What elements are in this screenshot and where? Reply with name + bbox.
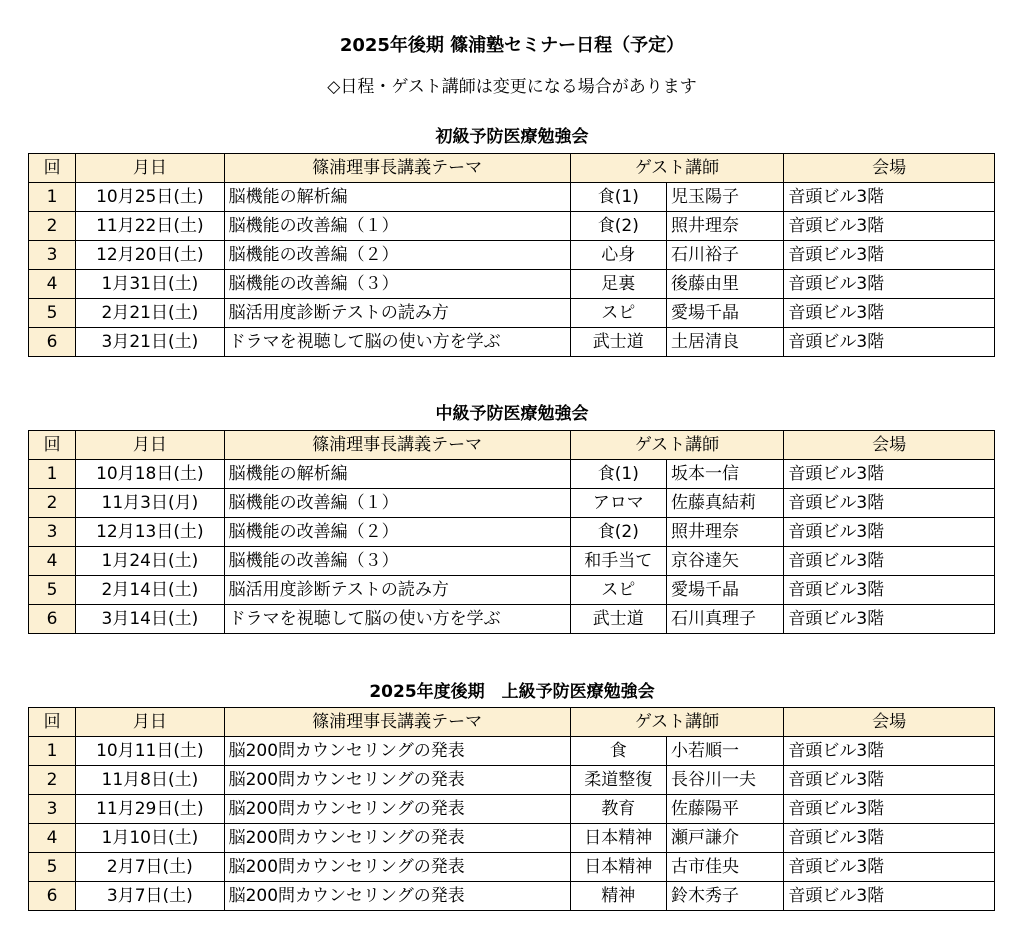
header-venue: 会場	[784, 708, 995, 737]
row-guest-type: 食(1)	[570, 460, 666, 489]
row-theme: 脳200問カウンセリングの発表	[224, 853, 570, 882]
header-theme: 篠浦理事長講義テーマ	[224, 708, 570, 737]
row-date: 10月11日(土)	[76, 737, 224, 766]
table-row	[29, 460, 995, 489]
row-guest-type: 食(2)	[570, 518, 666, 547]
row-guest-name: 石川裕子	[666, 241, 783, 270]
section-title-intermediate: 中級予防医療勉強会	[435, 404, 589, 424]
row-theme: 脳機能の改善編（３）	[224, 547, 570, 576]
row-num: 1	[29, 737, 76, 766]
row-guest-name: 小若順一	[666, 737, 783, 766]
row-theme: 脳機能の解析編	[224, 183, 570, 212]
row-date: 11月3日(月)	[76, 489, 224, 518]
row-theme: 脳機能の解析編	[224, 460, 570, 489]
row-venue: 音頭ビル3階	[784, 241, 995, 270]
row-num: 5	[29, 853, 76, 882]
row-guest-type: スピ	[570, 576, 666, 605]
header-date: 月日	[76, 431, 224, 460]
table-header-row	[29, 154, 995, 183]
row-guest-type: 武士道	[570, 328, 666, 357]
header-date: 月日	[76, 708, 224, 737]
row-date: 11月22日(土)	[76, 212, 224, 241]
table-row	[29, 299, 995, 328]
table-header-row	[29, 431, 995, 460]
table-row	[29, 270, 995, 299]
row-guest-name: 佐藤真結莉	[666, 489, 783, 518]
row-theme: 脳200問カウンセリングの発表	[224, 766, 570, 795]
section-title-advanced: 2025年度後期 上級予防医療勉強会	[369, 682, 655, 702]
row-date: 1月24日(土)	[76, 547, 224, 576]
row-date: 3月14日(土)	[76, 605, 224, 634]
row-guest-name: 照井理奈	[666, 518, 783, 547]
table-row	[29, 737, 995, 766]
row-venue: 音頭ビル3階	[784, 605, 995, 634]
row-guest-type: 日本精神	[570, 824, 666, 853]
row-date: 11月29日(土)	[76, 795, 224, 824]
row-venue: 音頭ビル3階	[784, 766, 995, 795]
row-theme: 脳機能の改善編（３）	[224, 270, 570, 299]
row-venue: 音頭ビル3階	[784, 460, 995, 489]
row-guest-type: アロマ	[570, 489, 666, 518]
row-date: 11月8日(土)	[76, 766, 224, 795]
row-date: 2月7日(土)	[76, 853, 224, 882]
table-row	[29, 241, 995, 270]
row-venue: 音頭ビル3階	[784, 299, 995, 328]
row-guest-type: 柔道整復	[570, 766, 666, 795]
row-theme: 脳200問カウンセリングの発表	[224, 737, 570, 766]
row-guest-name: 坂本一信	[666, 460, 783, 489]
row-venue: 音頭ビル3階	[784, 328, 995, 357]
row-theme: 脳機能の改善編（１）	[224, 489, 570, 518]
row-num: 2	[29, 212, 76, 241]
row-venue: 音頭ビル3階	[784, 518, 995, 547]
row-date: 2月14日(土)	[76, 576, 224, 605]
row-guest-type: 和手当て	[570, 547, 666, 576]
row-date: 10月25日(土)	[76, 183, 224, 212]
row-venue: 音頭ビル3階	[784, 795, 995, 824]
row-date: 1月31日(土)	[76, 270, 224, 299]
row-guest-type: 食	[570, 737, 666, 766]
row-venue: 音頭ビル3階	[784, 212, 995, 241]
row-num: 4	[29, 547, 76, 576]
row-venue: 音頭ビル3階	[784, 489, 995, 518]
row-date: 10月18日(土)	[76, 460, 224, 489]
row-guest-type: 精神	[570, 882, 666, 911]
row-guest-name: 愛場千晶	[666, 299, 783, 328]
table-row	[29, 183, 995, 212]
row-date: 3月7日(土)	[76, 882, 224, 911]
row-num: 4	[29, 824, 76, 853]
table-row	[29, 766, 995, 795]
schedule-table-beginner	[28, 153, 995, 357]
row-num: 3	[29, 795, 76, 824]
row-theme: ドラマを視聴して脳の使い方を学ぶ	[224, 328, 570, 357]
header-venue: 会場	[784, 154, 995, 183]
row-theme: 脳機能の改善編（１）	[224, 212, 570, 241]
table-row	[29, 328, 995, 357]
row-num: 3	[29, 518, 76, 547]
row-guest-name: 鈴木秀子	[666, 882, 783, 911]
section-title-beginner: 初級予防医療勉強会	[435, 127, 589, 147]
header-date: 月日	[76, 154, 224, 183]
row-theme: 脳活用度診断テストの読み方	[224, 299, 570, 328]
row-date: 12月13日(土)	[76, 518, 224, 547]
row-guest-name: 瀬戸謙介	[666, 824, 783, 853]
page-title: 2025年後期 篠浦塾セミナー日程（予定）	[339, 35, 685, 56]
table-row	[29, 518, 995, 547]
row-guest-name: 児玉陽子	[666, 183, 783, 212]
table-row	[29, 547, 995, 576]
row-theme: 脳機能の改善編（２）	[224, 518, 570, 547]
header-guest: ゲスト講師	[570, 708, 784, 737]
row-num: 1	[29, 460, 76, 489]
row-guest-type: 足裏	[570, 270, 666, 299]
row-num: 5	[29, 299, 76, 328]
row-guest-type: 日本精神	[570, 853, 666, 882]
row-venue: 音頭ビル3階	[784, 576, 995, 605]
row-theme: 脳機能の改善編（２）	[224, 241, 570, 270]
header-guest: ゲスト講師	[570, 431, 784, 460]
row-venue: 音頭ビル3階	[784, 737, 995, 766]
row-num: 6	[29, 328, 76, 357]
row-num: 6	[29, 605, 76, 634]
row-venue: 音頭ビル3階	[784, 183, 995, 212]
header-num: 回	[29, 154, 76, 183]
row-date: 12月20日(土)	[76, 241, 224, 270]
row-num: 2	[29, 489, 76, 518]
row-num: 6	[29, 882, 76, 911]
header-venue: 会場	[784, 431, 995, 460]
row-guest-type: 心身	[570, 241, 666, 270]
table-row	[29, 605, 995, 634]
row-guest-name: 佐藤陽平	[666, 795, 783, 824]
table-row	[29, 882, 995, 911]
row-guest-name: 古市佳央	[666, 853, 783, 882]
row-theme: 脳活用度診断テストの読み方	[224, 576, 570, 605]
row-num: 4	[29, 270, 76, 299]
row-guest-type: 食(1)	[570, 183, 666, 212]
table-row	[29, 489, 995, 518]
row-theme: 脳200問カウンセリングの発表	[224, 882, 570, 911]
row-venue: 音頭ビル3階	[784, 270, 995, 299]
header-num: 回	[29, 431, 76, 460]
row-num: 2	[29, 766, 76, 795]
header-theme: 篠浦理事長講義テーマ	[224, 154, 570, 183]
header-num: 回	[29, 708, 76, 737]
table-row	[29, 212, 995, 241]
row-guest-type: 教育	[570, 795, 666, 824]
row-guest-name: 京谷達矢	[666, 547, 783, 576]
row-venue: 音頭ビル3階	[784, 882, 995, 911]
row-guest-name: 土居清良	[666, 328, 783, 357]
row-venue: 音頭ビル3階	[784, 853, 995, 882]
table-row	[29, 853, 995, 882]
row-theme: 脳200問カウンセリングの発表	[224, 795, 570, 824]
row-guest-name: 後藤由里	[666, 270, 783, 299]
row-num: 3	[29, 241, 76, 270]
row-guest-name: 照井理奈	[666, 212, 783, 241]
row-date: 1月10日(土)	[76, 824, 224, 853]
schedule-table-intermediate	[28, 430, 995, 634]
row-venue: 音頭ビル3階	[784, 824, 995, 853]
row-guest-name: 石川真理子	[666, 605, 783, 634]
row-theme: ドラマを視聴して脳の使い方を学ぶ	[224, 605, 570, 634]
table-row	[29, 576, 995, 605]
row-venue: 音頭ビル3階	[784, 547, 995, 576]
header-theme: 篠浦理事長講義テーマ	[224, 431, 570, 460]
row-theme: 脳200問カウンセリングの発表	[224, 824, 570, 853]
row-guest-type: 武士道	[570, 605, 666, 634]
row-guest-name: 長谷川一夫	[666, 766, 783, 795]
table-header-row	[29, 708, 995, 737]
row-guest-name: 愛場千晶	[666, 576, 783, 605]
row-num: 5	[29, 576, 76, 605]
row-date: 3月21日(土)	[76, 328, 224, 357]
row-guest-type: 食(2)	[570, 212, 666, 241]
table-row	[29, 824, 995, 853]
row-date: 2月21日(土)	[76, 299, 224, 328]
table-row	[29, 795, 995, 824]
row-num: 1	[29, 183, 76, 212]
schedule-note: ◇日程・ゲスト講師は変更になる場合があります	[327, 77, 697, 97]
header-guest: ゲスト講師	[570, 154, 784, 183]
schedule-table-advanced	[28, 707, 995, 911]
row-guest-type: スピ	[570, 299, 666, 328]
